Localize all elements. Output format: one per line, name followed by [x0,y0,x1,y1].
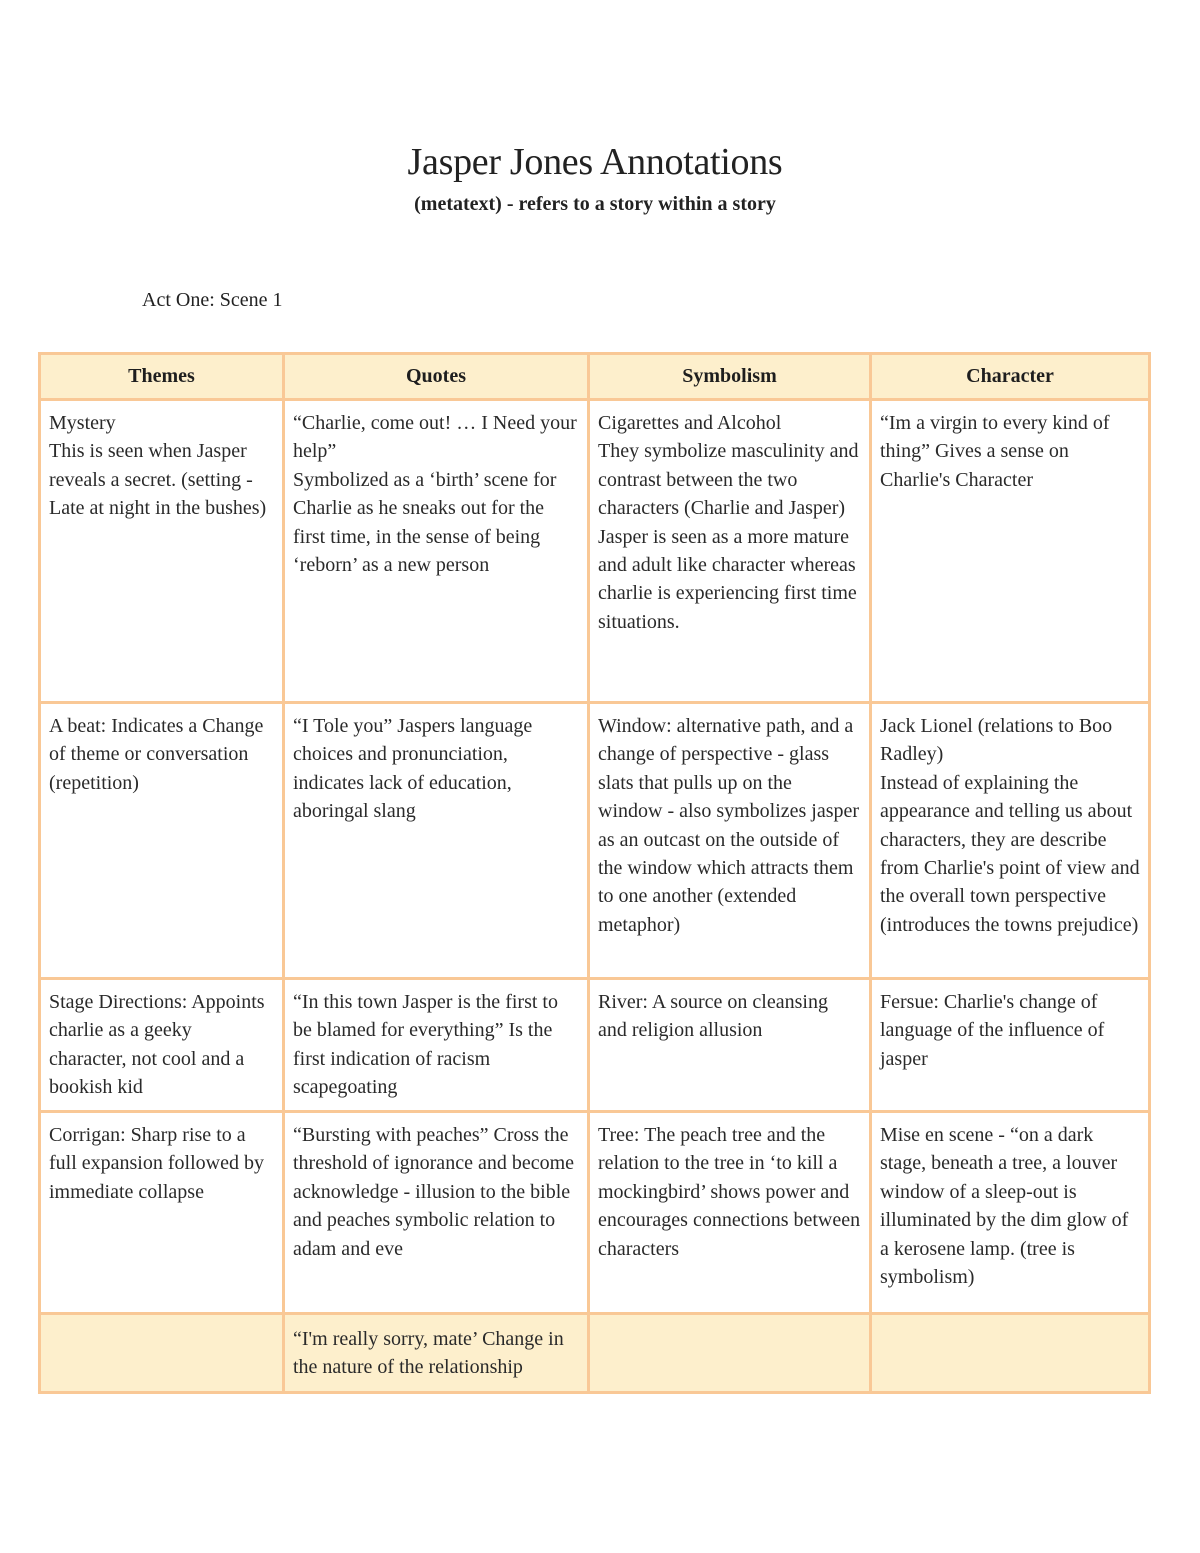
table-row [40,703,1150,979]
cell-theme: Corrigan: Sharp rise to a full expansion followed by immediate collapse [40,1112,284,1314]
cell-symbolism: Window: alternative path, and a change of perspective - glass slats that pulls up on the window - also symbolizes jasper as an outcast on the outside of the window which attracts them to one another (extended metaphor) [589,703,871,979]
table-row [40,979,1150,1112]
cell-quote: “Charlie, come out! … I Need your help” Symbolized as a ‘birth’ scene for Charlie as he sneaks out for the first time, in the sense of being ‘reborn’ as a new person [284,400,589,703]
annotations-table [38,352,1151,1394]
document-title: Jasper Jones Annotations [407,141,783,183]
cell-quote: “In this town Jasper is the first to be blamed for everything” Is the first indication of racism scapegoating [284,979,589,1112]
cell-symbolism: River: A source on cleansing and religion allusion [589,979,871,1112]
cell-character [871,1314,1150,1393]
cell-theme [40,1314,284,1393]
cell-character: “Im a virgin to every kind of thing” Gives a sense on Charlie's Character [871,400,1150,703]
table-row [40,1314,1150,1393]
cell-theme: Mystery This is seen when Jasper reveals a secret. (setting - Late at night in the bushes) [40,400,284,703]
section-heading: Act One: Scene 1 [142,289,283,311]
table-header-row [40,354,1150,400]
table-row [40,400,1150,703]
header-character: Character [871,354,1150,400]
cell-symbolism: Tree: The peach tree and the relation to the tree in ‘to kill a mockingbird’ shows power and encourages connections between characters [589,1112,871,1314]
header-symbolism: Symbolism [589,354,871,400]
cell-quote: “I'm really sorry, mate’ Change in the nature of the relationship [284,1314,589,1393]
cell-theme: Stage Directions: Appoints charlie as a geeky character, not cool and a bookish kid [40,979,284,1112]
cell-symbolism [589,1314,871,1393]
cell-quote: “Bursting with peaches” Cross the threshold of ignorance and become acknowledge - illusion to the bible and peaches symbolic relation to adam and eve [284,1112,589,1314]
cell-theme: A beat: Indicates a Change of theme or conversation (repetition) [40,703,284,979]
document-subtitle: (metatext) - refers to a story within a story [414,193,776,215]
cell-character: Fersue: Charlie's change of language of the influence of jasper [871,979,1150,1112]
header-themes: Themes [40,354,284,400]
table-row [40,1112,1150,1314]
cell-quote: “I Tole you” Jaspers language choices and pronunciation, indicates lack of education, aboringal slang [284,703,589,979]
cell-character: Jack Lionel (relations to Boo Radley) Instead of explaining the appearance and telling us about characters, they are describe from Charlie's point of view and the overall town perspective (introduces the towns prejudice) [871,703,1150,979]
cell-character: Mise en scene - “on a dark stage, beneath a tree, a louver window of a sleep-out is illuminated by the dim glow of a kerosene lamp. (tree is symbolism) [871,1112,1150,1314]
cell-symbolism: Cigarettes and Alcohol They symbolize masculinity and contrast between the two characters (Charlie and Jasper) Jasper is seen as a more mature and adult like character whereas charlie is experiencing first time situations. [589,400,871,703]
header-quotes: Quotes [284,354,589,400]
